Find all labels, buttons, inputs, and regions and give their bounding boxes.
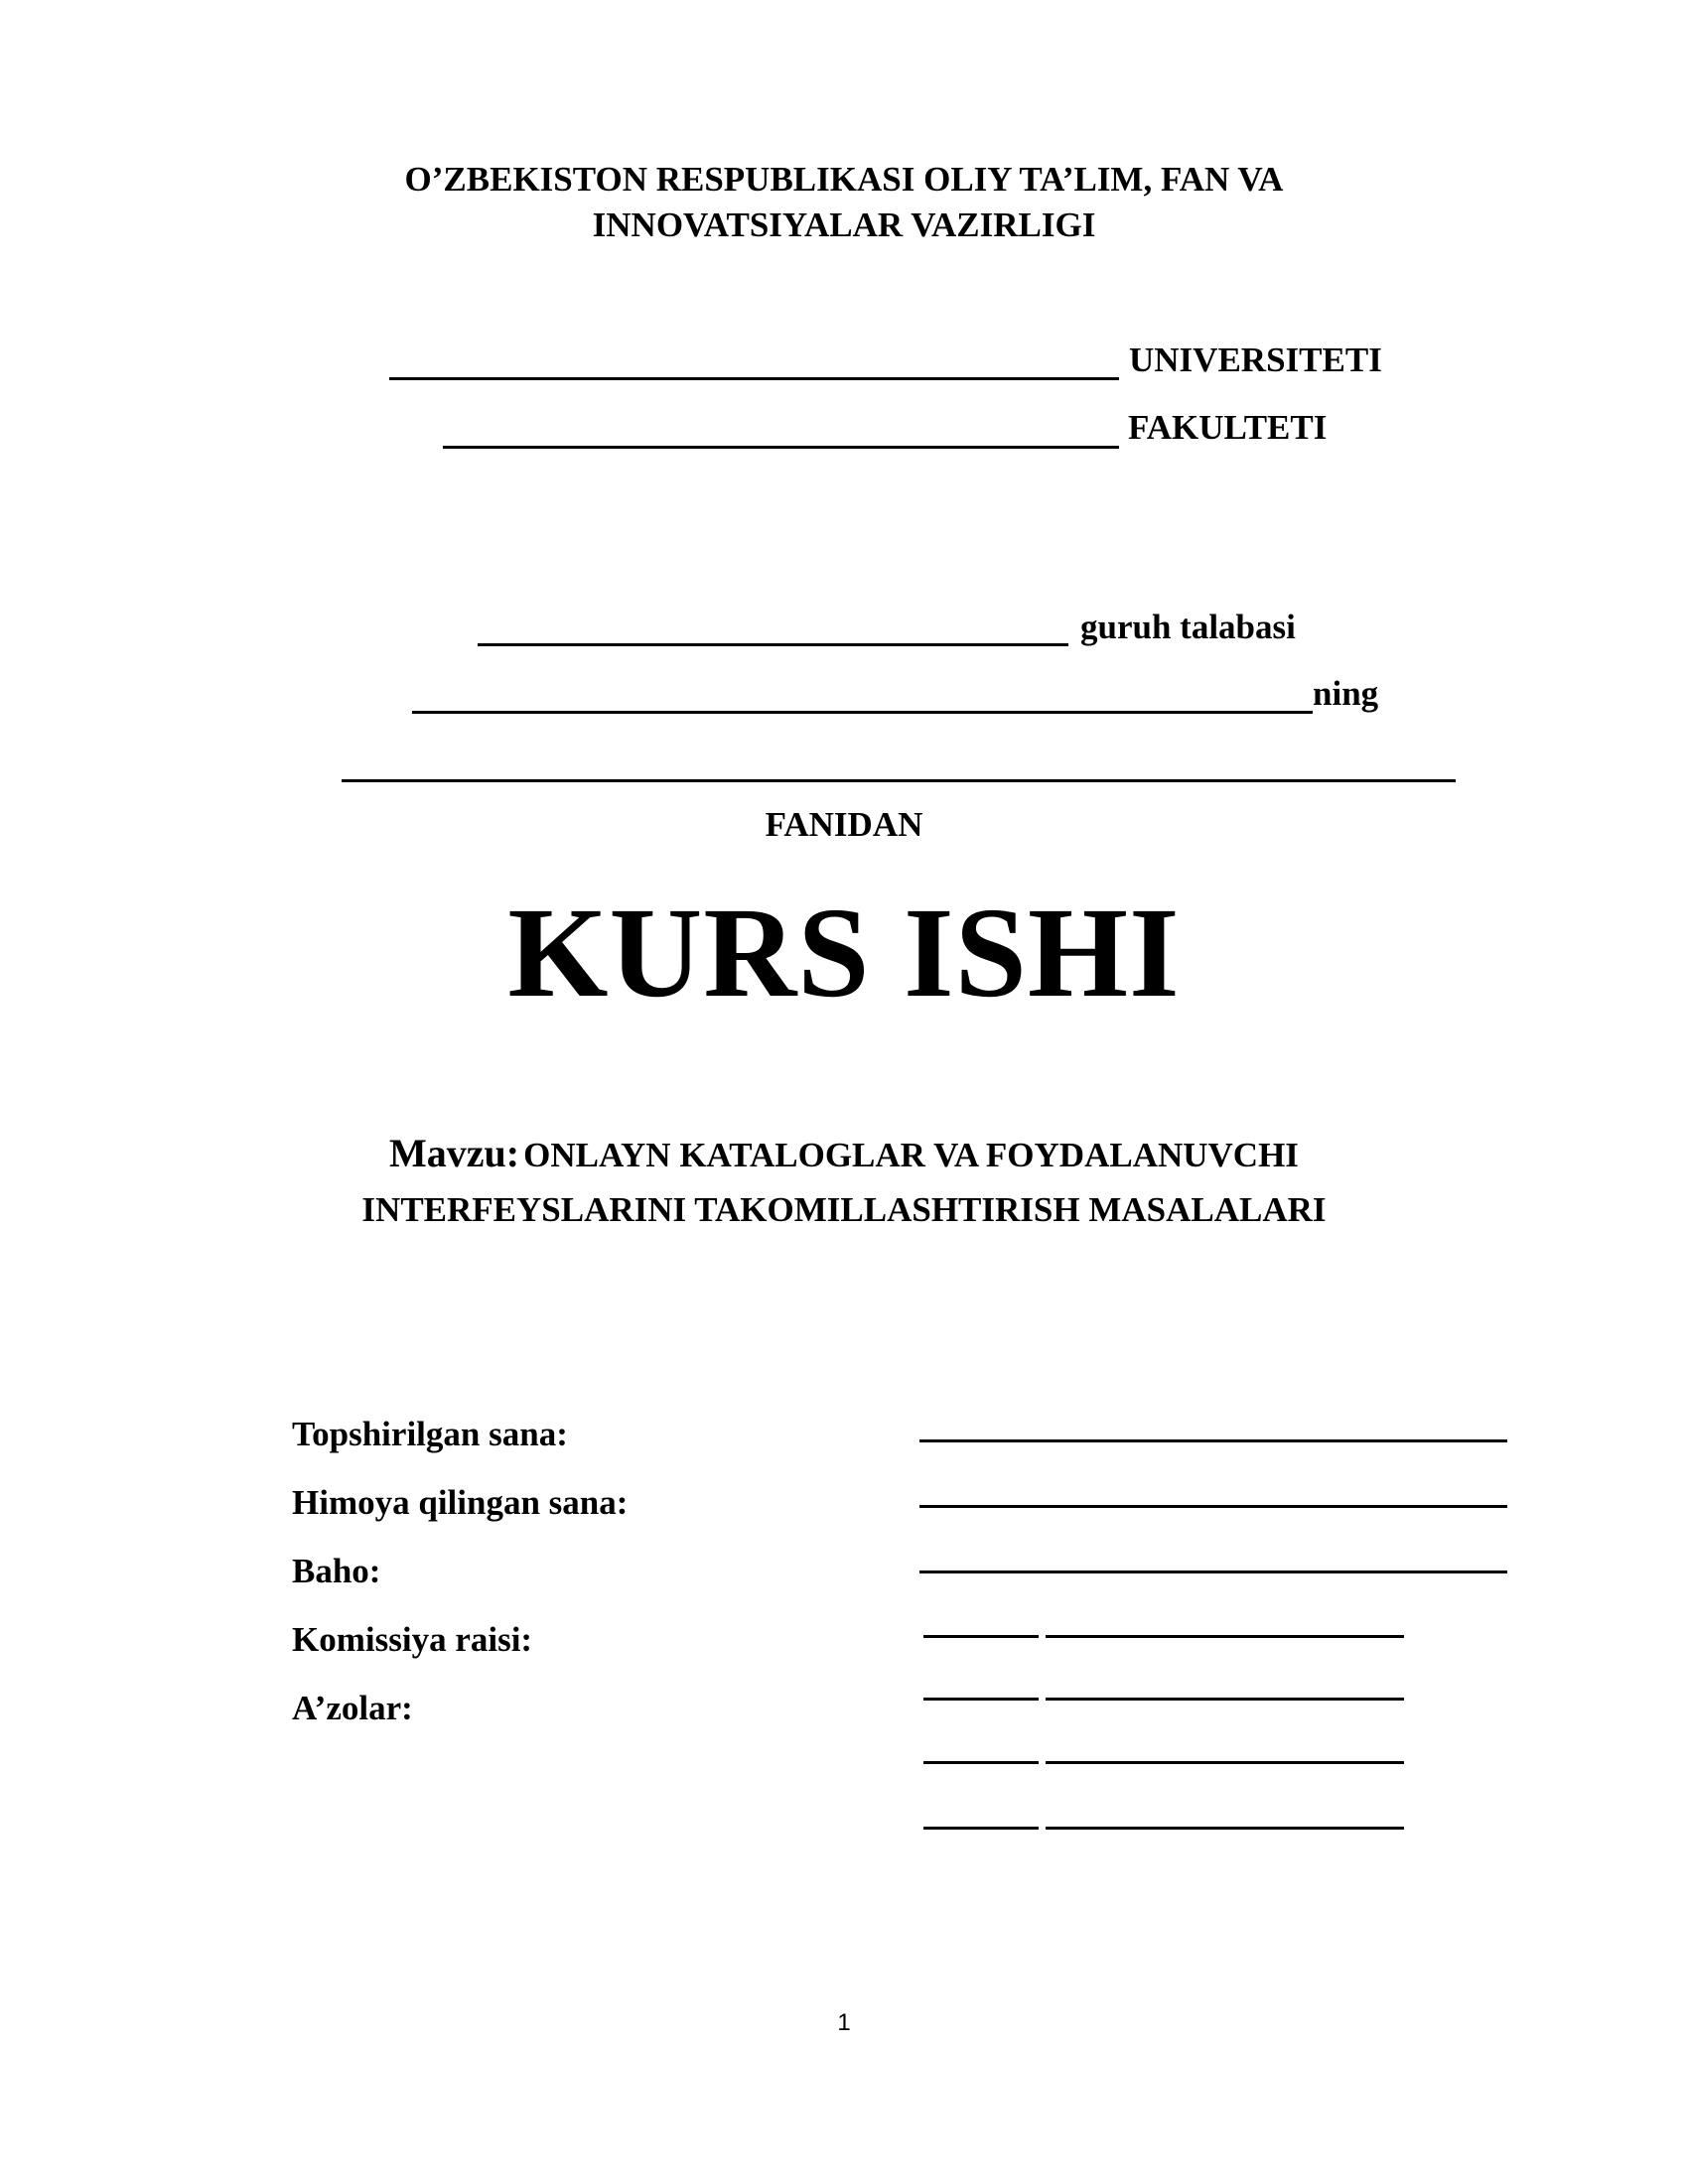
group-label: guruh talabasi [1080, 608, 1296, 646]
ministry-line-2: INNOVATSIYALAR VAZIRLIGI [592, 205, 1096, 244]
commission-chair-signature-field[interactable] [923, 1635, 1039, 1638]
university-label: UNIVERSITETI [1129, 341, 1382, 379]
member-1-signature-field[interactable] [923, 1698, 1039, 1701]
subject-suffix: FANIDAN [765, 805, 923, 844]
page-number: 1 [837, 2009, 851, 2036]
member-1-name-field[interactable] [1046, 1698, 1404, 1701]
student-name-suffix: ning [1313, 674, 1379, 713]
topic-label: Mavzu: [389, 1131, 520, 1175]
group-blank[interactable] [478, 643, 1068, 646]
member-3-name-field[interactable] [1046, 1827, 1404, 1830]
grade-field[interactable] [919, 1570, 1507, 1573]
grade-label: Baho: [292, 1552, 381, 1590]
document-title: KURS ISHI [507, 882, 1181, 1024]
defense-date-label: Himoya qilingan sana: [292, 1483, 629, 1522]
submitted-date-field[interactable] [919, 1439, 1507, 1442]
member-2-name-field[interactable] [1046, 1761, 1404, 1764]
topic-line-2: INTERFEYSLARINI TAKOMILLASHTIRISH MASALALARI [361, 1190, 1327, 1229]
faculty-name-blank[interactable] [443, 446, 1119, 449]
commission-chair-name-field[interactable] [1046, 1635, 1404, 1638]
submitted-date-label: Topshirilgan sana: [292, 1415, 568, 1453]
ministry-line-1: O’ZBEKISTON RESPUBLIKASI OLIY TA’LIM, FAN VA [404, 160, 1284, 199]
commission-chair-label: Komissiya raisi: [292, 1620, 533, 1659]
university-name-blank[interactable] [389, 377, 1119, 380]
defense-form-labels [292, 1400, 628, 1742]
topic-block [0, 1130, 1688, 1234]
defense-date-field[interactable] [919, 1505, 1507, 1508]
topic-line-1: ONLAYN KATALOGLAR VA FOYDALANUVCHI [523, 1136, 1299, 1174]
ministry-heading [0, 157, 1688, 248]
member-3-signature-field[interactable] [923, 1827, 1039, 1830]
student-name-blank[interactable] [412, 711, 1313, 714]
faculty-label: FAKULTETI [1128, 408, 1328, 447]
subject-blank[interactable] [342, 779, 1456, 782]
member-2-signature-field[interactable] [923, 1761, 1039, 1764]
members-label: A’zolar: [292, 1689, 413, 1727]
